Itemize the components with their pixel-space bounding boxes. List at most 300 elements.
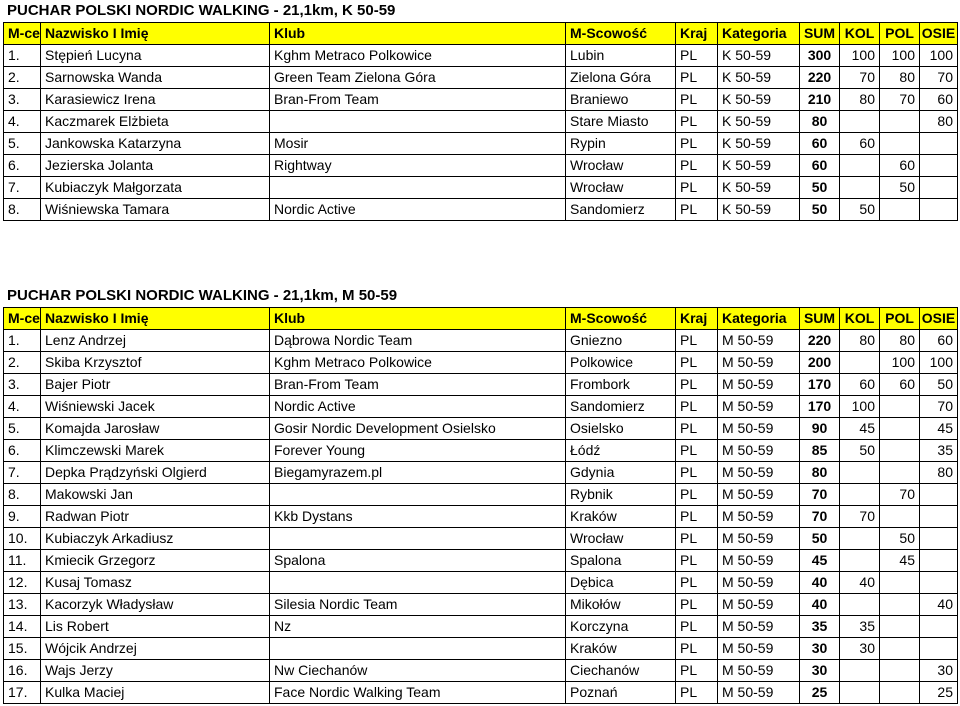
cell-name: Kulka Maciej (41, 682, 270, 704)
table-row (4, 330, 958, 352)
cell-name: Bajer Piotr (41, 374, 270, 396)
cell-sum: 70 (800, 484, 840, 506)
cell-pol: 45 (880, 550, 920, 572)
cell-name: Kaczmarek Elżbieta (41, 111, 270, 133)
cell-place: 14. (4, 616, 41, 638)
cell-kol (840, 484, 880, 506)
cell-osie: 70 (920, 67, 958, 89)
header-kol: KOL (840, 308, 880, 330)
cell-sum: 50 (800, 528, 840, 550)
cell-pol (880, 440, 920, 462)
cell-kol (840, 177, 880, 199)
cell-sum: 50 (800, 177, 840, 199)
cell-country: PL (676, 374, 718, 396)
cell-club: Bran-From Team (270, 374, 566, 396)
cell-kol (840, 111, 880, 133)
cell-club: Kghm Metraco Polkowice (270, 45, 566, 67)
cell-place: 6. (4, 440, 41, 462)
cell-sum: 170 (800, 396, 840, 418)
cell-osie: 60 (920, 330, 958, 352)
cell-country: PL (676, 418, 718, 440)
cell-place: 16. (4, 660, 41, 682)
cell-category: M 50-59 (718, 462, 800, 484)
header-sum: SUM (800, 23, 840, 45)
cell-place: 7. (4, 177, 41, 199)
cell-club: Nw Ciechanów (270, 660, 566, 682)
cell-country: PL (676, 484, 718, 506)
cell-city: Mikołów (566, 594, 676, 616)
header-osie: OSIE (920, 23, 958, 45)
cell-osie (920, 484, 958, 506)
cell-category: M 50-59 (718, 572, 800, 594)
cell-place: 13. (4, 594, 41, 616)
cell-place: 2. (4, 352, 41, 374)
cell-city: Sandomierz (566, 396, 676, 418)
cell-country: PL (676, 177, 718, 199)
header-category: Kategoria (718, 308, 800, 330)
cell-sum: 40 (800, 594, 840, 616)
cell-name: Radwan Piotr (41, 506, 270, 528)
cell-sum: 210 (800, 89, 840, 111)
cell-name: Karasiewicz Irena (41, 89, 270, 111)
cell-category: M 50-59 (718, 616, 800, 638)
cell-city: Osielsko (566, 418, 676, 440)
cell-place: 15. (4, 638, 41, 660)
cell-sum: 30 (800, 638, 840, 660)
cell-osie: 50 (920, 374, 958, 396)
header-place: M-ce (4, 308, 41, 330)
cell-pol (880, 396, 920, 418)
cell-osie: 70 (920, 396, 958, 418)
cell-pol: 80 (880, 330, 920, 352)
cell-name: Kusaj Tomasz (41, 572, 270, 594)
table-row (4, 462, 958, 484)
cell-pol (880, 594, 920, 616)
cell-city: Kraków (566, 506, 676, 528)
table-row (4, 550, 958, 572)
cell-club (270, 638, 566, 660)
cell-pol: 70 (880, 484, 920, 506)
cell-name: Lenz Andrzej (41, 330, 270, 352)
table-row (4, 682, 958, 704)
cell-category: M 50-59 (718, 374, 800, 396)
header-sum: SUM (800, 308, 840, 330)
cell-club (270, 484, 566, 506)
cell-sum: 60 (800, 133, 840, 155)
cell-country: PL (676, 89, 718, 111)
cell-sum: 220 (800, 330, 840, 352)
cell-kol: 70 (840, 506, 880, 528)
header-name: Nazwisko I Imię (41, 308, 270, 330)
cell-country: PL (676, 682, 718, 704)
cell-osie (920, 506, 958, 528)
cell-country: PL (676, 506, 718, 528)
header-osie: OSIE (920, 308, 958, 330)
cell-city: Lubin (566, 45, 676, 67)
cell-category: K 50-59 (718, 199, 800, 221)
cell-pol (880, 638, 920, 660)
cell-country: PL (676, 45, 718, 67)
cell-category: M 50-59 (718, 594, 800, 616)
cell-pol (880, 572, 920, 594)
cell-pol (880, 199, 920, 221)
cell-sum: 40 (800, 572, 840, 594)
header-name: Nazwisko I Imię (41, 23, 270, 45)
cell-name: Kubiaczyk Arkadiusz (41, 528, 270, 550)
cell-place: 6. (4, 155, 41, 177)
cell-sum: 85 (800, 440, 840, 462)
header-country: Kraj (676, 23, 718, 45)
cell-name: Kubiaczyk Małgorzata (41, 177, 270, 199)
cell-category: M 50-59 (718, 418, 800, 440)
cell-club: Face Nordic Walking Team (270, 682, 566, 704)
cell-pol (880, 133, 920, 155)
women-title: PUCHAR POLSKI NORDIC WALKING - 21,1km, K 50-59 (7, 2, 396, 19)
cell-osie: 35 (920, 440, 958, 462)
header-row (4, 23, 958, 45)
table-row (4, 396, 958, 418)
cell-kol: 45 (840, 418, 880, 440)
cell-osie (920, 616, 958, 638)
cell-city: Dębica (566, 572, 676, 594)
table-row (4, 594, 958, 616)
table-row (4, 440, 958, 462)
cell-city: Sandomierz (566, 199, 676, 221)
cell-category: K 50-59 (718, 67, 800, 89)
cell-name: Kmiecik Grzegorz (41, 550, 270, 572)
cell-club: Nordic Active (270, 396, 566, 418)
cell-kol: 100 (840, 45, 880, 67)
cell-country: PL (676, 572, 718, 594)
cell-country: PL (676, 199, 718, 221)
cell-pol: 50 (880, 177, 920, 199)
cell-kol: 80 (840, 89, 880, 111)
cell-name: Klimczewski Marek (41, 440, 270, 462)
cell-sum: 90 (800, 418, 840, 440)
cell-place: 10. (4, 528, 41, 550)
cell-pol (880, 682, 920, 704)
header-club: Klub (270, 23, 566, 45)
header-club: Klub (270, 308, 566, 330)
cell-country: PL (676, 133, 718, 155)
cell-city: Rypin (566, 133, 676, 155)
cell-club: Nz (270, 616, 566, 638)
cell-category: M 50-59 (718, 528, 800, 550)
women-section (3, 0, 957, 221)
cell-sum: 200 (800, 352, 840, 374)
cell-city: Zielona Góra (566, 67, 676, 89)
cell-place: 7. (4, 462, 41, 484)
cell-kol (840, 352, 880, 374)
cell-club: Mosir (270, 133, 566, 155)
cell-place: 3. (4, 89, 41, 111)
cell-city: Korczyna (566, 616, 676, 638)
table-row (4, 528, 958, 550)
header-kol: KOL (840, 23, 880, 45)
header-pol: POL (880, 23, 920, 45)
cell-name: Skiba Krzysztof (41, 352, 270, 374)
cell-city: Frombork (566, 374, 676, 396)
table-row (4, 660, 958, 682)
cell-club: Bran-From Team (270, 89, 566, 111)
cell-osie (920, 572, 958, 594)
cell-osie: 60 (920, 89, 958, 111)
header-city: M-Scowość (566, 308, 676, 330)
cell-category: M 50-59 (718, 330, 800, 352)
cell-sum: 70 (800, 506, 840, 528)
cell-place: 5. (4, 133, 41, 155)
cell-osie: 45 (920, 418, 958, 440)
cell-kol: 40 (840, 572, 880, 594)
cell-pol (880, 660, 920, 682)
cell-club: Spalona (270, 550, 566, 572)
cell-place: 3. (4, 374, 41, 396)
cell-osie: 100 (920, 45, 958, 67)
cell-club: Kkb Dystans (270, 506, 566, 528)
cell-club (270, 572, 566, 594)
cell-category: K 50-59 (718, 45, 800, 67)
table-row (4, 155, 958, 177)
cell-country: PL (676, 352, 718, 374)
cell-sum: 170 (800, 374, 840, 396)
cell-country: PL (676, 440, 718, 462)
cell-category: K 50-59 (718, 111, 800, 133)
header-row (4, 308, 958, 330)
cell-country: PL (676, 550, 718, 572)
table-row (4, 418, 958, 440)
cell-sum: 80 (800, 111, 840, 133)
cell-osie (920, 133, 958, 155)
cell-place: 8. (4, 199, 41, 221)
cell-club (270, 528, 566, 550)
cell-club: Gosir Nordic Development Osielsko (270, 418, 566, 440)
cell-club: Rightway (270, 155, 566, 177)
cell-category: K 50-59 (718, 89, 800, 111)
men-title: PUCHAR POLSKI NORDIC WALKING - 21,1km, M 50-59 (7, 287, 398, 304)
table-row (4, 638, 958, 660)
cell-osie: 80 (920, 111, 958, 133)
cell-name: Komajda Jarosław (41, 418, 270, 440)
cell-kol: 70 (840, 67, 880, 89)
cell-name: Makowski Jan (41, 484, 270, 506)
cell-sum: 50 (800, 199, 840, 221)
cell-city: Łódź (566, 440, 676, 462)
header-pol: POL (880, 308, 920, 330)
cell-pol: 70 (880, 89, 920, 111)
cell-sum: 30 (800, 660, 840, 682)
cell-club (270, 111, 566, 133)
cell-club: Nordic Active (270, 199, 566, 221)
cell-name: Depka Prądzyński Olgierd (41, 462, 270, 484)
cell-category: M 50-59 (718, 682, 800, 704)
cell-category: M 50-59 (718, 660, 800, 682)
cell-osie (920, 155, 958, 177)
cell-city: Spalona (566, 550, 676, 572)
table-row (4, 67, 958, 89)
cell-country: PL (676, 155, 718, 177)
cell-country: PL (676, 330, 718, 352)
cell-city: Kraków (566, 638, 676, 660)
cell-sum: 35 (800, 616, 840, 638)
cell-place: 4. (4, 396, 41, 418)
cell-kol: 60 (840, 374, 880, 396)
cell-category: M 50-59 (718, 440, 800, 462)
table-row (4, 111, 958, 133)
cell-name: Wójcik Andrzej (41, 638, 270, 660)
cell-kol: 35 (840, 616, 880, 638)
cell-name: Sarnowska Wanda (41, 67, 270, 89)
header-place: M-ce (4, 23, 41, 45)
cell-osie: 30 (920, 660, 958, 682)
cell-country: PL (676, 594, 718, 616)
cell-place: 4. (4, 111, 41, 133)
cell-club: Green Team Zielona Góra (270, 67, 566, 89)
cell-pol (880, 111, 920, 133)
table-row (4, 45, 958, 67)
cell-category: K 50-59 (718, 155, 800, 177)
header-country: Kraj (676, 308, 718, 330)
table-row (4, 89, 958, 111)
cell-club (270, 177, 566, 199)
cell-club: Biegamyrazem.pl (270, 462, 566, 484)
cell-city: Stare Miasto (566, 111, 676, 133)
cell-kol (840, 682, 880, 704)
cell-place: 2. (4, 67, 41, 89)
cell-city: Wrocław (566, 155, 676, 177)
table-row (4, 572, 958, 594)
cell-place: 17. (4, 682, 41, 704)
cell-country: PL (676, 638, 718, 660)
header-city: M-Scowość (566, 23, 676, 45)
cell-osie (920, 638, 958, 660)
cell-kol: 50 (840, 199, 880, 221)
cell-pol: 80 (880, 67, 920, 89)
cell-club: Dąbrowa Nordic Team (270, 330, 566, 352)
cell-sum: 220 (800, 67, 840, 89)
cell-city: Polkowice (566, 352, 676, 374)
cell-category: K 50-59 (718, 177, 800, 199)
table-row (4, 133, 958, 155)
cell-pol (880, 418, 920, 440)
women-results-table (3, 22, 958, 221)
cell-category: M 50-59 (718, 550, 800, 572)
cell-place: 8. (4, 484, 41, 506)
cell-country: PL (676, 111, 718, 133)
cell-city: Rybnik (566, 484, 676, 506)
cell-kol: 30 (840, 638, 880, 660)
cell-place: 1. (4, 45, 41, 67)
cell-club: Kghm Metraco Polkowice (270, 352, 566, 374)
cell-city: Ciechanów (566, 660, 676, 682)
cell-place: 12. (4, 572, 41, 594)
cell-kol: 60 (840, 133, 880, 155)
table-row (4, 177, 958, 199)
table-row (4, 352, 958, 374)
cell-city: Gdynia (566, 462, 676, 484)
cell-kol (840, 660, 880, 682)
table-row (4, 199, 958, 221)
cell-city: Wrocław (566, 177, 676, 199)
cell-sum: 80 (800, 462, 840, 484)
cell-kol (840, 550, 880, 572)
cell-pol: 60 (880, 374, 920, 396)
cell-pol: 100 (880, 45, 920, 67)
cell-name: Lis Robert (41, 616, 270, 638)
cell-category: M 50-59 (718, 506, 800, 528)
cell-pol (880, 462, 920, 484)
cell-name: Wiśniewska Tamara (41, 199, 270, 221)
cell-kol (840, 155, 880, 177)
cell-osie (920, 177, 958, 199)
cell-kol: 100 (840, 396, 880, 418)
cell-category: M 50-59 (718, 638, 800, 660)
cell-sum: 25 (800, 682, 840, 704)
cell-name: Jezierska Jolanta (41, 155, 270, 177)
cell-category: M 50-59 (718, 352, 800, 374)
cell-club: Forever Young (270, 440, 566, 462)
cell-name: Wajs Jerzy (41, 660, 270, 682)
cell-kol: 80 (840, 330, 880, 352)
cell-osie: 100 (920, 352, 958, 374)
cell-pol (880, 616, 920, 638)
cell-osie (920, 550, 958, 572)
cell-place: 11. (4, 550, 41, 572)
cell-city: Braniewo (566, 89, 676, 111)
cell-city: Poznań (566, 682, 676, 704)
cell-country: PL (676, 616, 718, 638)
cell-country: PL (676, 660, 718, 682)
table-row (4, 616, 958, 638)
table-row (4, 484, 958, 506)
cell-place: 5. (4, 418, 41, 440)
cell-sum: 300 (800, 45, 840, 67)
table-row (4, 506, 958, 528)
cell-osie (920, 528, 958, 550)
cell-name: Wiśniewski Jacek (41, 396, 270, 418)
cell-country: PL (676, 396, 718, 418)
cell-kol (840, 594, 880, 616)
cell-pol: 50 (880, 528, 920, 550)
header-category: Kategoria (718, 23, 800, 45)
cell-category: K 50-59 (718, 133, 800, 155)
cell-pol: 100 (880, 352, 920, 374)
cell-country: PL (676, 528, 718, 550)
cell-category: M 50-59 (718, 396, 800, 418)
cell-place: 9. (4, 506, 41, 528)
cell-name: Kacorzyk Władysław (41, 594, 270, 616)
cell-name: Stępień Lucyna (41, 45, 270, 67)
cell-city: Wrocław (566, 528, 676, 550)
cell-country: PL (676, 462, 718, 484)
cell-pol (880, 506, 920, 528)
cell-osie: 80 (920, 462, 958, 484)
cell-osie (920, 199, 958, 221)
table-row (4, 374, 958, 396)
cell-club: Silesia Nordic Team (270, 594, 566, 616)
cell-osie: 40 (920, 594, 958, 616)
cell-country: PL (676, 67, 718, 89)
cell-sum: 60 (800, 155, 840, 177)
men-results-table (3, 307, 958, 704)
cell-sum: 45 (800, 550, 840, 572)
cell-city: Gniezno (566, 330, 676, 352)
cell-kol (840, 528, 880, 550)
men-section (3, 285, 957, 704)
cell-kol (840, 462, 880, 484)
cell-kol: 50 (840, 440, 880, 462)
cell-osie: 25 (920, 682, 958, 704)
cell-category: M 50-59 (718, 484, 800, 506)
